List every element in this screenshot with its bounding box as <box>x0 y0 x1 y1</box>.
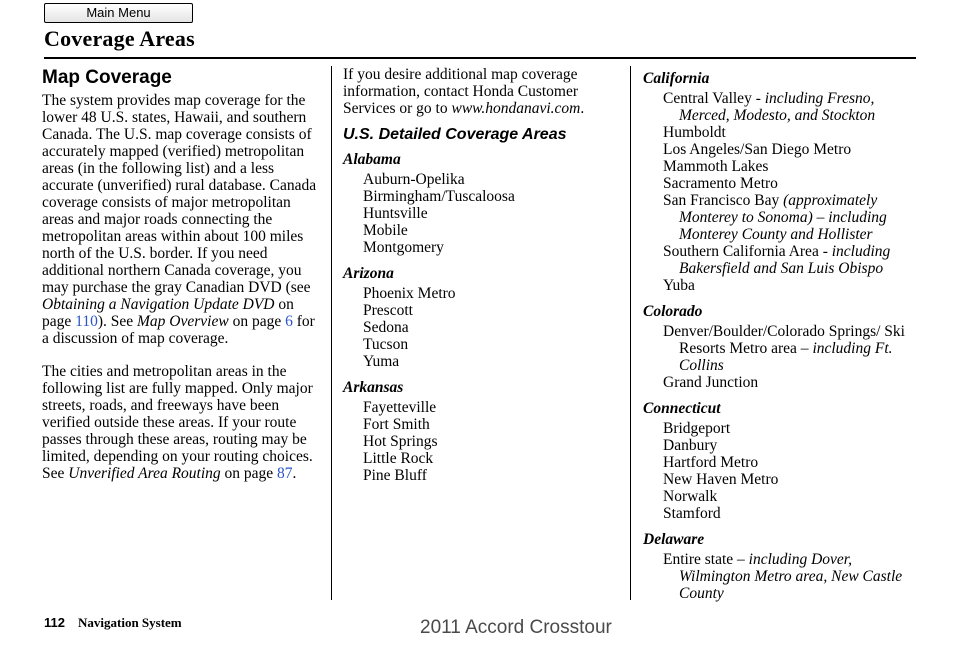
state-list <box>343 151 623 484</box>
coverage-area-item: Montgomery <box>363 239 444 256</box>
area-name: Yuba <box>663 277 695 294</box>
area-name: San Francisco Bay <box>663 192 784 209</box>
area-name: Los Angeles/San Diego Metro <box>663 141 852 158</box>
para-text: for a discussion of map coverage. <box>42 313 315 347</box>
coverage-area-item: Hot Springs <box>363 433 438 450</box>
coverage-area-item <box>643 505 923 522</box>
area-name: Central Valley - <box>663 90 765 107</box>
area-name: Entire state – <box>663 551 749 568</box>
area-name: Humboldt <box>663 124 726 141</box>
coverage-area-item: Birmingham/Tuscaloosa <box>363 188 515 205</box>
coverage-paragraph-2 <box>42 363 322 482</box>
title-rule <box>44 57 916 59</box>
column-divider-2 <box>630 66 631 600</box>
area-detail: including Fresno, Merced, Modesto, and Stockton <box>679 90 876 124</box>
column-1 <box>42 66 322 482</box>
para-text: on page <box>228 313 286 330</box>
main-menu-button[interactable]: Main Menu <box>44 3 193 23</box>
area-detail: (approximately Monterey to Sonoma) – including Monterey County and Hollister <box>679 192 887 243</box>
page-link-6[interactable]: 6 <box>285 313 293 330</box>
area-name: Denver/Boulder/Colorado Springs/ Ski Resorts Metro area – <box>663 323 905 357</box>
state-heading: Arizona <box>343 265 394 282</box>
coverage-area-item: Phoenix Metro <box>363 285 456 302</box>
area-name: New Haven Metro <box>663 471 779 488</box>
coverage-area-item <box>643 243 923 277</box>
para-text: on page <box>42 296 294 330</box>
ref-map-overview: Map Overview <box>137 313 229 330</box>
coverage-area-item <box>643 141 923 158</box>
footer-section: Navigation System <box>78 615 182 630</box>
state-heading: California <box>643 70 710 87</box>
para-text: The cities and metropolitan areas in the following list are fully mapped. Only major streets, roads, and freeways have been verified outside these areas. If your route passes through these areas, routing may be limited, depending on your routing choices. See <box>42 363 313 482</box>
area-name: Stamford <box>663 505 721 522</box>
map-coverage-heading: Map Coverage <box>42 67 172 88</box>
area-name: Danbury <box>663 437 718 454</box>
coverage-area-item <box>643 471 923 488</box>
area-detail: including Ft. Collins <box>679 340 893 374</box>
coverage-area-item: Fayetteville <box>363 399 437 416</box>
area-name: Southern California Area - <box>663 243 832 260</box>
coverage-area-item <box>643 90 923 124</box>
page-number: 112 <box>44 615 65 630</box>
detailed-coverage-heading: U.S. Detailed Coverage Areas <box>343 126 567 143</box>
page-title: Coverage Areas <box>44 26 195 51</box>
state-heading: Alabama <box>343 151 401 168</box>
state-heading: Connecticut <box>643 400 721 417</box>
coverage-paragraph-1 <box>42 92 322 347</box>
coverage-area-item <box>643 488 923 505</box>
coverage-area-item: Tucson <box>363 336 409 353</box>
coverage-area-item: Little Rock <box>363 450 434 467</box>
honda-url-link[interactable]: www.hondanavi.com <box>451 100 581 117</box>
para-text: on page <box>220 465 278 482</box>
para-text: ). See <box>97 313 137 330</box>
state-heading: Delaware <box>643 531 705 548</box>
para-text: . <box>292 465 297 482</box>
coverage-area-item: Mobile <box>363 222 408 239</box>
coverage-area-item: Yuma <box>363 353 400 370</box>
coverage-area-item <box>643 158 923 175</box>
watermark: 2011 Accord Crosstour <box>420 617 612 638</box>
column-3 <box>643 66 923 602</box>
coverage-area-item <box>643 277 923 294</box>
ref-unverified-routing: Unverified Area Routing <box>68 465 221 482</box>
page-link-110[interactable]: 110 <box>75 313 98 330</box>
para-text: . <box>580 100 585 117</box>
area-detail: including Bakersfield and San Luis Obispo <box>679 243 891 277</box>
area-name: Mammoth Lakes <box>663 158 769 175</box>
coverage-area-item: Huntsville <box>363 205 428 222</box>
area-name: Hartford Metro <box>663 454 759 471</box>
area-name: Norwalk <box>663 488 718 505</box>
area-detail: including Dover, Wilmington Metro area, New Castle County <box>679 551 903 602</box>
coverage-area-item: Prescott <box>363 302 413 319</box>
page-link-87[interactable]: 87 <box>277 465 293 482</box>
intro-paragraph <box>343 66 623 117</box>
state-list <box>643 70 923 602</box>
area-name: Bridgeport <box>663 420 731 437</box>
coverage-area-item: Auburn-Opelika <box>363 171 465 188</box>
coverage-area-item: Fort Smith <box>363 416 430 433</box>
para-text: The system provides map coverage for the lower 48 U.S. states, Hawaii, and southern Canada. The U.S. map coverage consists of accurately mapped (verified) metropolitan areas (in the following list) and a less accurate (unverified) rural database. Canada coverage consists of major metropolitan areas and major roads connecting the metropolitan areas within about 100 miles north of the U.S. border. If you need additional northern Canada coverage, you may purchase the gray Canadian DVD (see <box>42 92 317 296</box>
column-2 <box>343 66 623 484</box>
coverage-area-item <box>643 175 923 192</box>
state-heading: Arkansas <box>343 379 404 396</box>
coverage-area-item <box>643 374 923 391</box>
coverage-area-item <box>643 420 923 437</box>
coverage-area-item: Pine Bluff <box>363 467 427 484</box>
para-text: If you desire additional map coverage information, contact Honda Customer Services or go to <box>343 66 579 117</box>
state-heading: Colorado <box>643 303 703 320</box>
coverage-area-item <box>643 437 923 454</box>
area-name: Sacramento Metro <box>663 175 778 192</box>
coverage-area-item <box>643 124 923 141</box>
column-divider-1 <box>331 66 332 600</box>
area-name: Grand Junction <box>663 374 759 391</box>
coverage-area-item <box>643 454 923 471</box>
coverage-area-item <box>643 551 923 602</box>
coverage-area-item <box>643 323 923 374</box>
ref-obtaining-update: Obtaining a Navigation Update DVD <box>42 296 275 313</box>
coverage-area-item: Sedona <box>363 319 409 336</box>
coverage-area-item <box>643 192 923 243</box>
